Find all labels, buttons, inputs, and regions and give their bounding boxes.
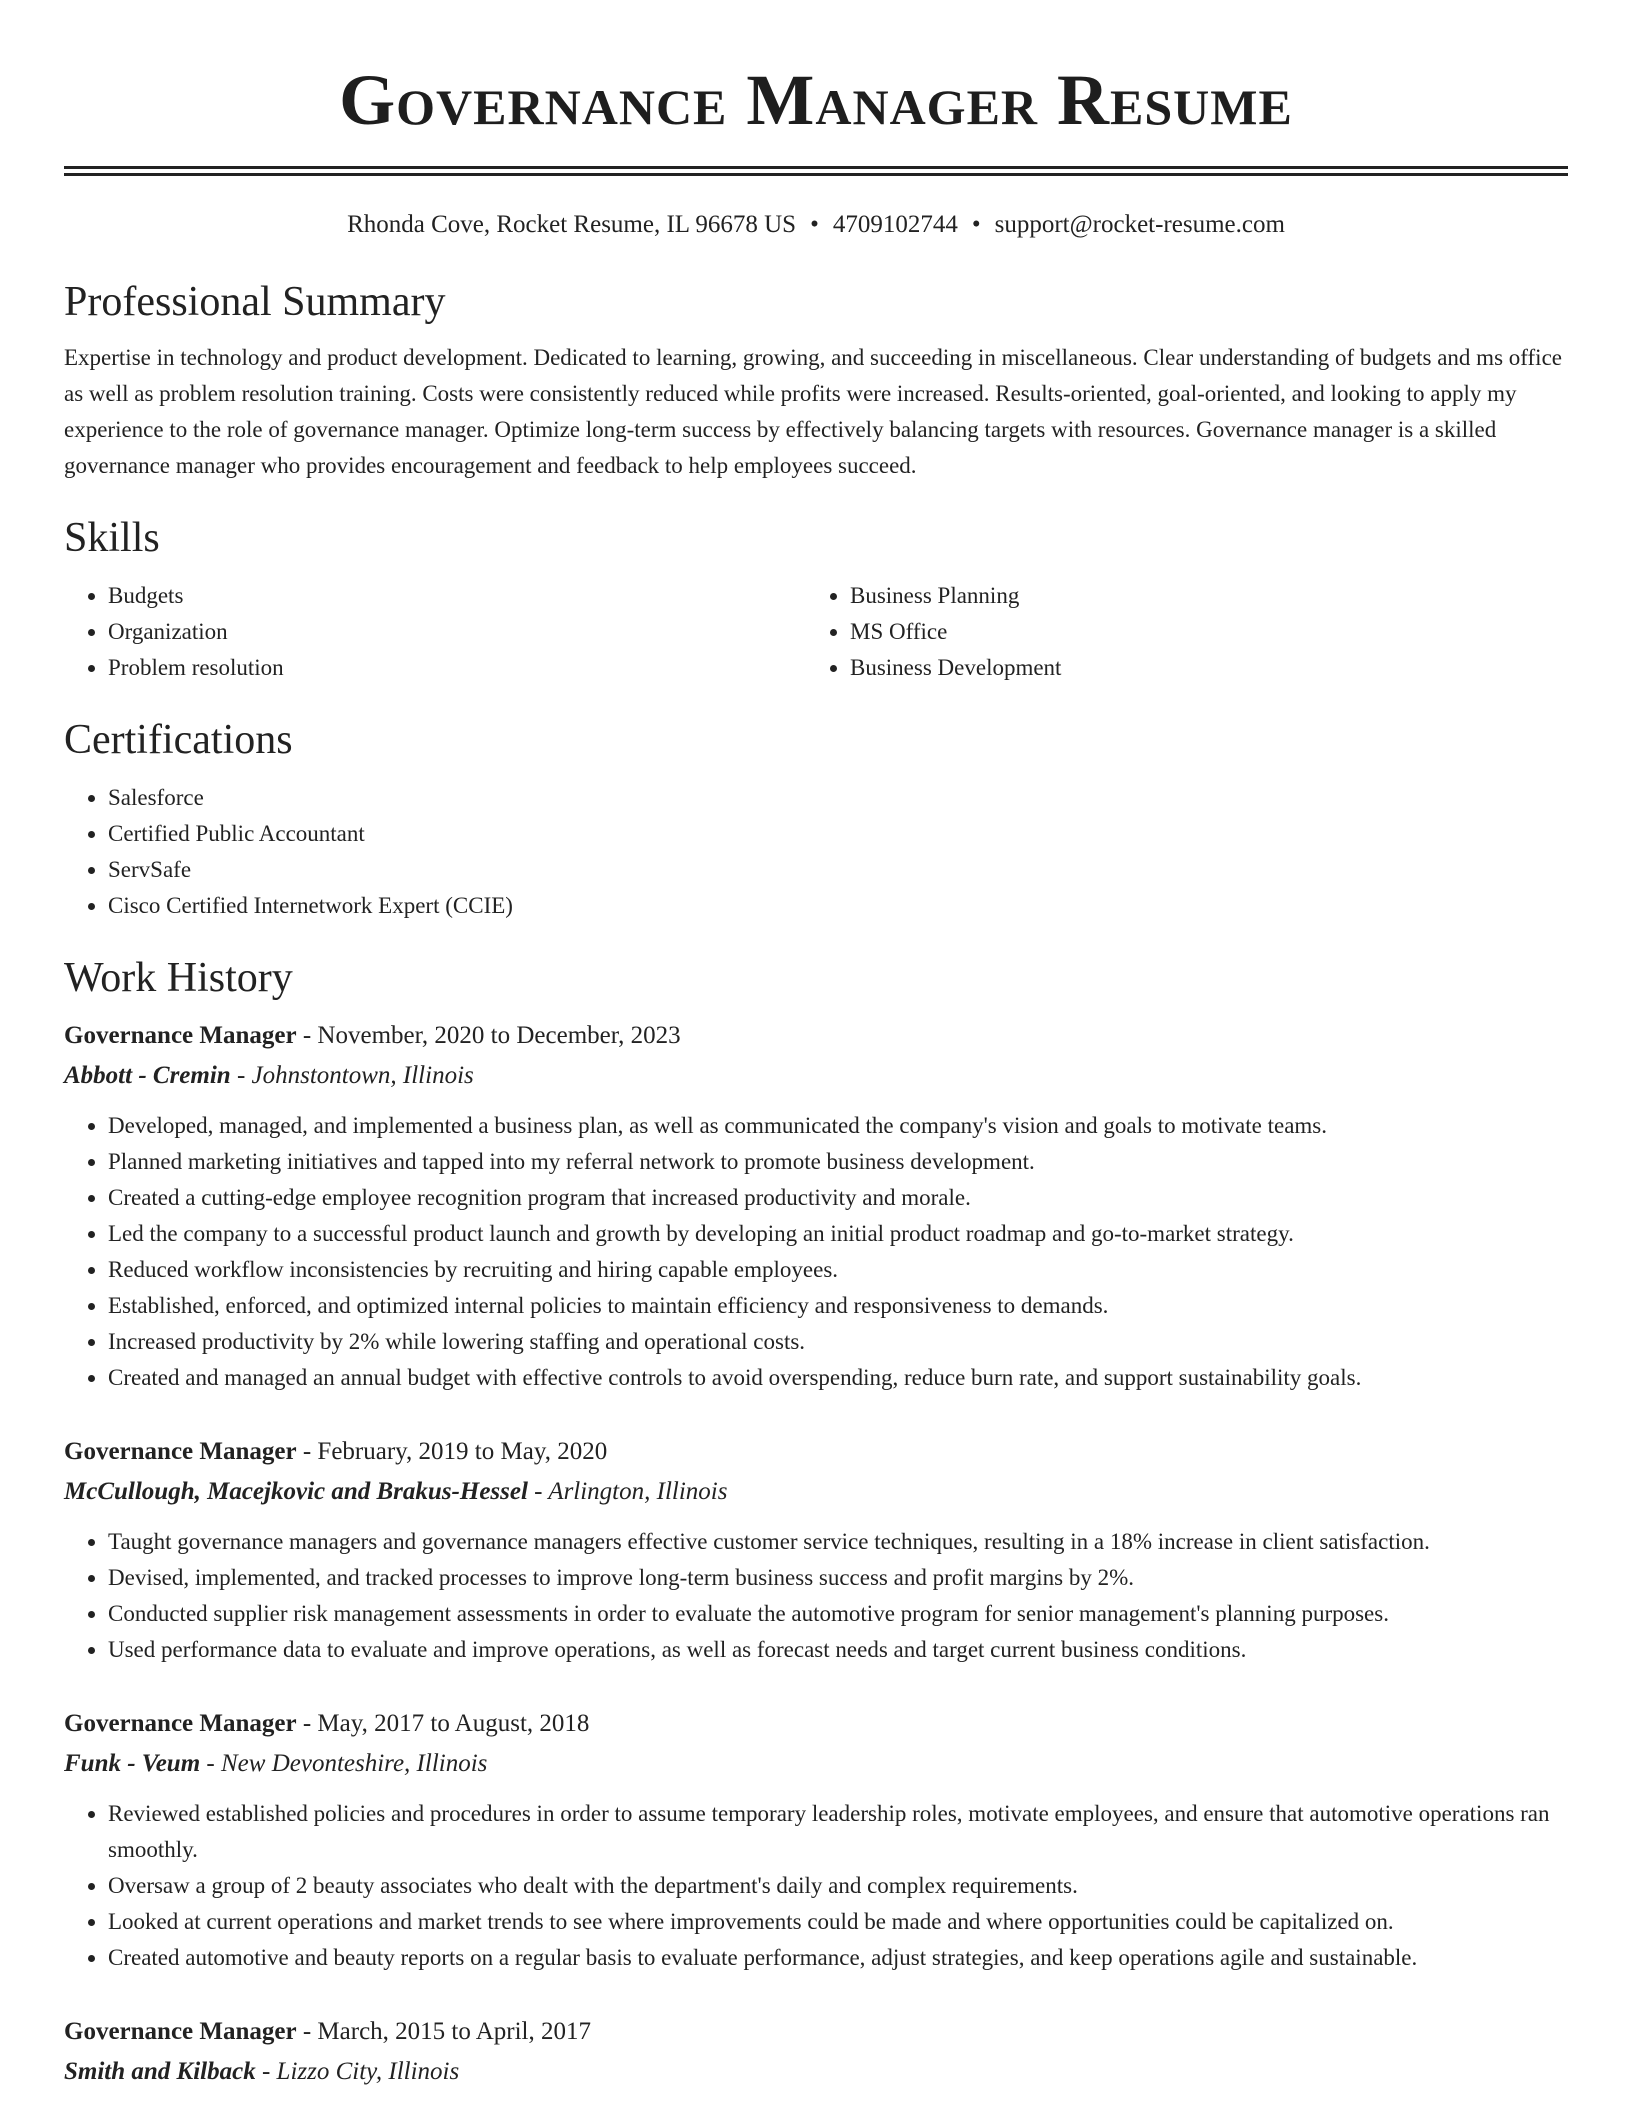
skills-column-left (64, 578, 806, 686)
skills-column-right (806, 578, 1548, 686)
summary-heading: Professional Summary (64, 279, 446, 325)
job-bullet: • Developed, managed, and implemented a business plan, as well as communicated the company's vision and goals to motivate teams. (108, 1108, 1568, 1144)
page-title: Governance Manager Resume (339, 60, 1293, 140)
skills-list (64, 578, 1568, 686)
job-bullets (64, 1524, 1568, 1668)
skill-item: • Budgets (108, 578, 806, 614)
contact-phone: 4709102744 (832, 211, 958, 238)
job-title-line (64, 2012, 1568, 2052)
job-company-line (64, 1744, 1568, 1784)
job-role: Governance Manager (64, 1710, 297, 1737)
skill-item: • Organization (108, 614, 806, 650)
contact-email: support@rocket-resume.com (994, 211, 1285, 238)
job-title-line (64, 1704, 1568, 1744)
job-dates: - November, 2020 to December, 2023 (296, 1022, 681, 1049)
certifications-list (64, 780, 1568, 924)
job-bullet: • Reduced workflow inconsistencies by recruiting and hiring capable employees. (108, 1252, 1568, 1288)
job-company: McCullough, Macejkovic and Brakus-Hessel (64, 1478, 528, 1505)
job-role: Governance Manager (64, 1022, 297, 1049)
job-title-line (64, 1432, 1568, 1472)
job-bullet: • Planned marketing initiatives and tapped into my referral network to promote business development. (108, 1144, 1568, 1180)
skill-item: • Business Development (850, 650, 1548, 686)
job-bullet: • Created a cutting-edge employee recognition program that increased productivity and morale. (108, 1180, 1568, 1216)
skills-heading: Skills (64, 515, 160, 561)
job-bullet: • Oversaw a group of 2 beauty associates who dealt with the department's daily and complex requirements. (108, 1868, 1568, 1904)
certification-item: • Certified Public Accountant (108, 816, 1568, 852)
skill-item: • Business Planning (850, 578, 1548, 614)
job-company-line (64, 1472, 1568, 1512)
job-bullet: • Led the company to a successful product launch and growth by developing an initial product roadmap and go-to-market strategy. (108, 1216, 1568, 1252)
job-bullet: • Taught governance managers and governance managers effective customer service techniques, resulting in a 18% increase in client satisfaction. (108, 1524, 1568, 1560)
job-bullet: • Created and managed an annual budget with effective controls to avoid overspending, reduce burn rate, and support sustainability goals. (108, 1360, 1568, 1396)
job-location: - Johnstontown, Illinois (230, 1062, 474, 1089)
job-role: Governance Manager (64, 1438, 297, 1465)
contact-separator: • (810, 211, 819, 238)
job-bullets (64, 1796, 1568, 1976)
resume-page (64, 0, 1568, 2092)
job-location: - Arlington, Illinois (527, 1478, 728, 1505)
skill-item: • MS Office (850, 614, 1548, 650)
job-company-line (64, 1056, 1568, 1096)
job-bullet: • Looked at current operations and market trends to see where improvements could be made and where opportunities could be capitalized on. (108, 1904, 1568, 1940)
skill-item: • Problem resolution (108, 650, 806, 686)
certifications-heading: Certifications (64, 717, 293, 763)
certification-item: • Salesforce (108, 780, 1568, 816)
certification-item: • Cisco Certified Internetwork Expert (CCIE) (108, 888, 1568, 924)
job-location: - New Devonteshire, Illinois (200, 1750, 488, 1777)
title-divider (64, 166, 1568, 176)
job-dates: - March, 2015 to April, 2017 (296, 2018, 592, 2045)
job-bullet: • Reviewed established policies and procedures in order to assume temporary leadership roles, motivate employees, and ensure that automotive operations ran smoothly. (108, 1796, 1568, 1868)
job-company: Abbott - Cremin (64, 1062, 231, 1089)
job-dates: - May, 2017 to August, 2018 (296, 1710, 590, 1737)
job-bullet: • Increased productivity by 2% while lowering staffing and operational costs. (108, 1324, 1568, 1360)
contact-separator: • (971, 211, 981, 238)
job-entry (64, 1016, 1568, 1396)
job-bullet: • Conducted supplier risk management assessments in order to evaluate the automotive program for senior management's planning purposes. (108, 1596, 1568, 1632)
job-title-line (64, 1016, 1568, 1056)
job-bullets (64, 1108, 1568, 1396)
contact-line (64, 210, 1568, 240)
job-location: - Lizzo City, Illinois (255, 2058, 460, 2085)
job-entry (64, 2012, 1568, 2092)
job-bullet: • Established, enforced, and optimized internal policies to maintain efficiency and responsiveness to demands. (108, 1288, 1568, 1324)
job-bullet: • Used performance data to evaluate and improve operations, as well as forecast needs and target current business conditions. (108, 1632, 1568, 1668)
job-company: Funk - Veum (64, 1750, 201, 1777)
job-role: Governance Manager (64, 2018, 297, 2045)
contact-address: Rhonda Cove, Rocket Resume, IL 96678 US (347, 211, 797, 238)
job-entry (64, 1704, 1568, 1976)
certification-item: • ServSafe (108, 852, 1568, 888)
job-bullet: • Devised, implemented, and tracked processes to improve long-term business success and profit margins by 2%. (108, 1560, 1568, 1596)
job-company: Smith and Kilback (64, 2058, 256, 2085)
job-dates: - February, 2019 to May, 2020 (296, 1438, 608, 1465)
job-entry (64, 1432, 1568, 1668)
job-bullet: • Created automotive and beauty reports on a regular basis to evaluate performance, adjust strategies, and keep operations agile and sustainable. (108, 1940, 1568, 1976)
job-company-line (64, 2052, 1568, 2092)
work-history-heading: Work History (64, 955, 293, 1001)
summary-text: Expertise in technology and product development. Dedicated to learning, growing, and succeeding in miscellaneous. Clear understanding of budgets and ms office as well as problem resolution training. Costs were consistently reduced while profits were increased. Results-oriented, goal-oriented, and looking to apply my experience to the role of governance manager. Optimize long-term success by effectively balancing targets with resources. Governance manager is a skilled governance manager who provides encouragement and feedback to help employees succeed. (64, 345, 1562, 478)
